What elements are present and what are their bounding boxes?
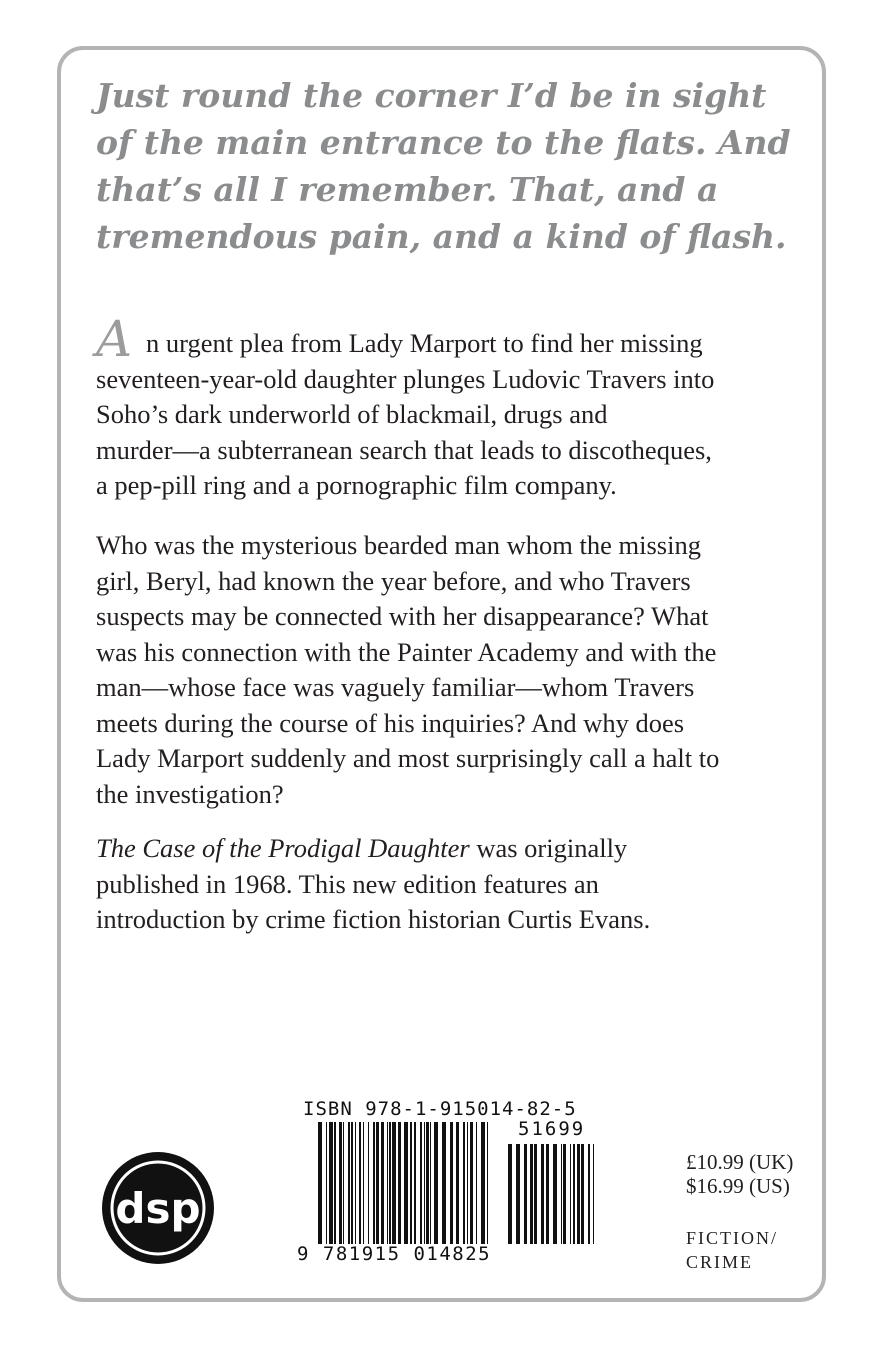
barcode-bar [351,1122,353,1244]
blurb-line: murder—a subterranean search that leads to discotheques, [96,434,712,465]
barcode-bar [588,1144,590,1244]
blurb-line: was his connection with the Painter Academy and with the [96,636,717,667]
barcode-bar [563,1144,566,1244]
barcode-bar [387,1122,388,1244]
barcode-bar [463,1122,465,1244]
barcode-bar [355,1122,356,1244]
barcode-bar [581,1144,584,1244]
barcode-bar [339,1122,342,1244]
barcode-bar [326,1122,327,1244]
genre-line-2: CRIME [686,1252,754,1272]
barcode-bar [573,1144,575,1244]
blurb-line: girl, Beryl, had known the year before, and who Travers [96,565,691,596]
barcode-bar [434,1122,438,1244]
blurb-line: introduction by crime fiction historian Curtis Evans. [96,904,651,934]
barcode-bar [404,1122,408,1244]
genre-block [686,1226,778,1274]
drop-cap: A [96,310,133,368]
barcode-bar [424,1122,425,1244]
barcode-bar [530,1144,533,1244]
genre-line-1: FICTION/ [686,1228,778,1248]
barcode-bar [442,1122,446,1244]
barcode-bar [392,1122,396,1244]
barcode-bar [541,1144,544,1244]
blurb-line: meets during the course of his inquiries? And why does [96,707,685,738]
barcode-bar [398,1122,401,1244]
publisher-logo-icon [100,1150,216,1266]
barcode-bar [343,1122,344,1244]
blurb-line [96,310,826,368]
pull-quote-line: that’s all I remember. That, and a [96,170,719,209]
barcode-bar [359,1122,361,1244]
barcode-bar [481,1122,485,1244]
blurb-line: a pep-pill ring and a pornographic film company. [96,470,617,500]
barcode-bar [553,1144,557,1244]
blurb-line: Who was the mysterious bearded man whom the missing [96,530,701,560]
barcode-bar [487,1122,488,1244]
pull-quote-line: tremendous pain, and a kind of flash. [96,217,787,256]
barcode-bar [470,1122,473,1244]
blurb-paragraph-1 [96,310,826,504]
blurb-first-line-text: n urgent plea from Lady Marport to find her missing [146,328,703,358]
ean-barcode [318,1122,488,1244]
addon-barcode [508,1144,596,1244]
barcode-bar [373,1122,375,1244]
pull-quote-line: Just round the corner I’d be in sight [96,76,767,115]
barcode-bar [508,1144,512,1244]
barcode-bar [389,1122,391,1244]
price-uk: £10.99 (UK) [686,1150,794,1174]
barcode-addon-digits: 51699 [518,1118,586,1140]
barcode-bar [476,1122,477,1244]
blurb-paragraph-2 [96,528,826,812]
blurb-line: suspects may be connected with her disappearance? What [96,601,709,631]
blurb-line: Soho’s dark underworld of blackmail, drugs and [96,399,608,429]
pull-quote [96,72,816,260]
book-title-italic: The Case of the Prodigal Daughter [96,833,470,863]
barcode-bar [381,1122,384,1244]
pull-quote-line: of the main entrance to the flats. And [96,123,791,162]
blurb-line: man—whose face was vaguely familiar—whom Travers [96,672,695,702]
isbn-label: ISBN 978-1-915014-82-5 [303,1098,577,1120]
barcode-bar [426,1122,429,1244]
blurb-line: Lady Marport suddenly and most surprisingly call a halt to [96,743,720,773]
barcode-bar [318,1122,322,1244]
publisher-logo-text: dsp [115,1184,201,1233]
blurb-line: seventeen-year-old daughter plunges Ludovic Travers into [96,363,715,394]
blurb-line: published in 1968. This new edition features an [96,868,599,899]
blurb-line [96,831,826,867]
barcode-ean-digits: 9 781915 014825 [297,1243,492,1265]
blurb-paragraph-3 [96,831,826,938]
barcode-bar [430,1122,431,1244]
barcode-bar [348,1122,350,1244]
barcode-bar [524,1144,527,1244]
barcode-bar [410,1122,412,1244]
barcode-bar [450,1122,453,1244]
barcode-bar [546,1144,549,1244]
barcode-bar [570,1144,571,1244]
barcode-bar [561,1144,562,1244]
barcode-bar [456,1122,459,1244]
barcode-bar [414,1122,416,1244]
price-block [686,1150,793,1198]
barcode-bar [577,1144,580,1244]
price-us: $16.99 (US) [686,1174,790,1198]
barcode-bar [329,1122,333,1244]
barcode-bar [334,1122,336,1244]
barcode-bar [368,1122,369,1244]
barcode-bar [363,1122,364,1244]
barcode-bar [467,1122,468,1244]
blurb-line: the investigation? [96,778,284,809]
barcode-bar [376,1122,379,1244]
barcode-bar [593,1144,594,1244]
barcode-bar [534,1144,537,1244]
blurb-line-rest: was originally [469,833,628,863]
barcode-bar [516,1144,520,1244]
barcode-bar [420,1122,422,1244]
